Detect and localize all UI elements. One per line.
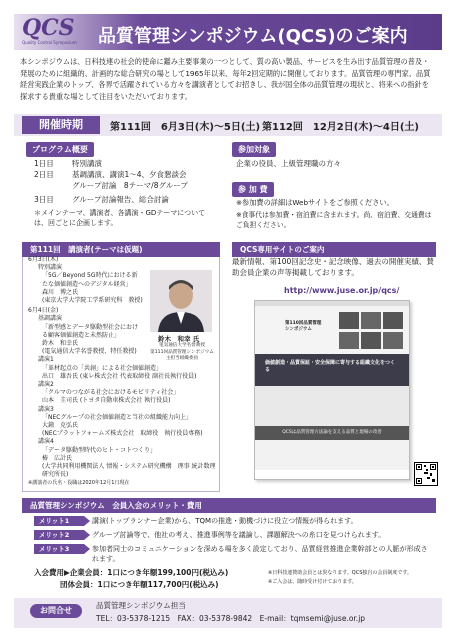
photo-caption-2: 第111回品質管理シンポジウム: [150, 349, 214, 355]
photo-thumb: [361, 312, 381, 329]
keynote-name: 鈴木 和幸氏: [42, 340, 79, 348]
program-row: [34, 194, 217, 205]
talk3-text: 「NECグループの社会価値創造と当社の組織能力向上」: [42, 413, 192, 421]
speaker-photo: [150, 270, 212, 332]
screenshot-body: [255, 386, 409, 426]
photo-name: 鈴木 和幸 氏: [158, 335, 200, 343]
contact-label: お問合せ: [30, 604, 82, 618]
program-day: 2日目: [34, 170, 54, 179]
keynote-text: 「新型感とデータ駆動型社会における顧客価値創造と未然防止」: [42, 323, 139, 339]
photo-thumb: [339, 312, 359, 329]
schedule-first: 第111回 6月3日(木)～5日(土): [110, 122, 261, 133]
program-row: [34, 158, 217, 169]
merit-label-2: メリット2: [34, 530, 84, 540]
special-name: 森川 博之氏: [42, 288, 79, 296]
screenshot-hero: [255, 306, 409, 354]
keynote-aff: (電気通信大学名誉教授、特任教授): [42, 348, 137, 356]
talk3-name: 大鐘 克弘氏: [42, 422, 79, 430]
merit-text-3: 参加者同士のコミュニケーションを深める場を多く設定しており、品質経営推進企業幹部との人脈が形成されます。: [92, 545, 428, 563]
screenshot-banner-text: 価値創造・品質保証・安全保障に寄与する組織文化をつくる: [265, 360, 396, 373]
fee-line1: ※参加費の詳細はWebサイトをご参照ください。: [236, 198, 394, 207]
photo-caption-3: 主担当組織委員: [165, 356, 199, 361]
membership-note2: ※ご入会は、随時受け付けております。: [268, 579, 357, 585]
site-header: QCS専用サイトのご案内: [232, 242, 436, 257]
merit-text-2: グループ討論等で、他社の考え、推進事例等を議論し、課題解決への糸口を見つけられます。: [92, 531, 386, 539]
date2: 6月4日(金): [28, 307, 59, 315]
program-row: [34, 180, 217, 191]
talk4-name: 椿 広計氏: [42, 454, 73, 462]
program-text: グループ討論報告、総合討論: [72, 195, 169, 204]
logo: [22, 16, 92, 48]
talk1-text: 「革材起点の「共創」による社会価値創造」: [42, 364, 163, 372]
target-text: 企業の役員、上級管理職の方々: [236, 159, 341, 168]
talk2-label: 講演2: [38, 381, 54, 389]
program-day: 1日目: [34, 159, 54, 168]
program-text: 基調講演、講演1～4、夕食懇談会: [72, 170, 187, 179]
keynote-label: 基調講演: [38, 315, 63, 323]
intro-text: 本シンポジウムは、日科技連の社会的使命に鑑み主要事業の一つとして、質の高い製品、サービスを生み出す品質管理の普及・発展のために組織的、計画的な総合研究の場として1965年以来、毎年2回定期的に開催しております。品質管理の専門家、品質経営実践企業のトップ、各界で活躍されている方々を講演者としてお招きし、我が国全体の品質管理の現状と、将来への指針を探求する貴重な場として注目をいただいております。: [20, 57, 431, 101]
program-day: [34, 180, 72, 191]
target-label: 参加対象: [232, 142, 276, 157]
talk1-label: 講演1: [38, 356, 54, 364]
program-row: [34, 169, 217, 180]
talk2-name: 山本 圭司氏 (トヨタ自動車株式会社 執行役員): [42, 397, 171, 405]
photo-thumb: [383, 332, 403, 349]
photo-thumb: [361, 332, 381, 349]
schedule-label: 開催時期: [22, 116, 100, 134]
screenshot-tagline: QCSは品質管理方法論を支える品質と現場の改善: [255, 426, 409, 440]
special-aff: (東京大学大学院工学系研究科 教授): [42, 297, 143, 305]
site-url[interactable]: http://www.juse.or.jp/qcs/: [284, 286, 400, 295]
talk1-name: 出口 雄吾氏 (東レ株式会社 代表取締役 副社長執行役員): [42, 372, 197, 380]
page-title: 品質管理シンポジウム(QCS)のご案内: [98, 26, 408, 47]
contact-org: 品質管理シンポジウム担当: [96, 601, 186, 610]
program-day: 3日目: [34, 195, 54, 204]
speakers-header: 第111回 講演者(テーマは仮題): [22, 242, 220, 257]
membership-header: 品質管理シンポジウム 会員入会のメリット・費用: [22, 498, 436, 513]
screenshot-banner: [255, 354, 409, 386]
program-note: ＊メインテーマ、講演者、各講演・GDテーマについては、回ごとに企画します。: [34, 209, 206, 227]
logo-text: QCS: [22, 15, 75, 41]
screenshot-title: 第110回品質管理シンポジウム: [285, 321, 322, 332]
talk4-aff: (大学共同利用機関法人 情報・システム研究機構 理事 統計数理研究所長): [42, 463, 216, 479]
screenshot-photos: [339, 312, 405, 350]
photo-thumb: [383, 312, 403, 329]
merit-label-1: メリット1: [34, 516, 84, 526]
screenshot-footer: [255, 440, 409, 470]
membership-note1: ※日科技連賛助会員とは異なります。QCS独自の会員制度です。: [268, 570, 412, 576]
program-text: 特別講演: [72, 159, 102, 168]
special-label: 特別講演: [38, 264, 63, 272]
schedule-second: 第112回 12月2日(木)～4日(土): [262, 122, 419, 133]
speakers-footnote: ※講演者の氏名・役職は2020年12月1日現在: [28, 480, 130, 487]
photo-caption-1: 電気通信大学名誉教授: [159, 343, 205, 348]
date1: 6月3日(木): [28, 256, 59, 263]
qr-icon: [415, 463, 437, 485]
site-text: 最新情報、第100回記念史・記念映像、過去の開催実績、賛助会員企業の声等掲載しております。: [232, 257, 434, 277]
membership-fee2: 団体会員：1口につき年額117,700円(税込み): [60, 580, 219, 589]
photo-thumb: [339, 332, 359, 349]
contact-line: TEL：03-5378-1215 FAX：03-5378-9842 E-mail：tqmsemi@juse.or.jp: [96, 614, 366, 623]
program-text: グループ討論 8テーマ/8グループ: [72, 181, 188, 190]
membership-fee1: 入会費用▶企業会員：1口につき年額199,100円(税込み): [34, 568, 229, 577]
photo-caption: [146, 343, 218, 363]
person-icon: [150, 270, 212, 332]
program-list: [34, 158, 217, 205]
merit-text-1: 講演(トップランナー企業)から、TQMの推進・動機づけに役立つ情報が得られます。: [92, 517, 358, 525]
fee-label: 参 加 費: [232, 182, 274, 197]
site-screenshot: [254, 300, 410, 480]
talk3-label: 講演3: [38, 405, 54, 413]
merit-label-3: メリット3: [34, 544, 84, 554]
talk3-aff: (NECプラットフォームズ株式会社 取締役 執行役員専務): [42, 430, 203, 438]
program-label: プログラム概要: [26, 142, 94, 157]
talk4-text: 「データ駆動型時代のヒト・コトつくり」: [42, 446, 157, 454]
logo-subtext: Quality Control Symposium: [22, 40, 77, 45]
talk2-text: 「クルマのつながる社会におけるモビリティ社会」: [42, 389, 180, 397]
special-text: 「5G／Beyond 5G時代における新たな価値創造へのデジタル経営」: [42, 272, 138, 288]
fee-line2: ※食事代は参加費・宿泊費に含まれます。尚、宿泊費、交通費は ご負担ください。: [236, 211, 432, 229]
talk4-label: 講演4: [38, 438, 54, 446]
qr-code: [414, 462, 438, 486]
